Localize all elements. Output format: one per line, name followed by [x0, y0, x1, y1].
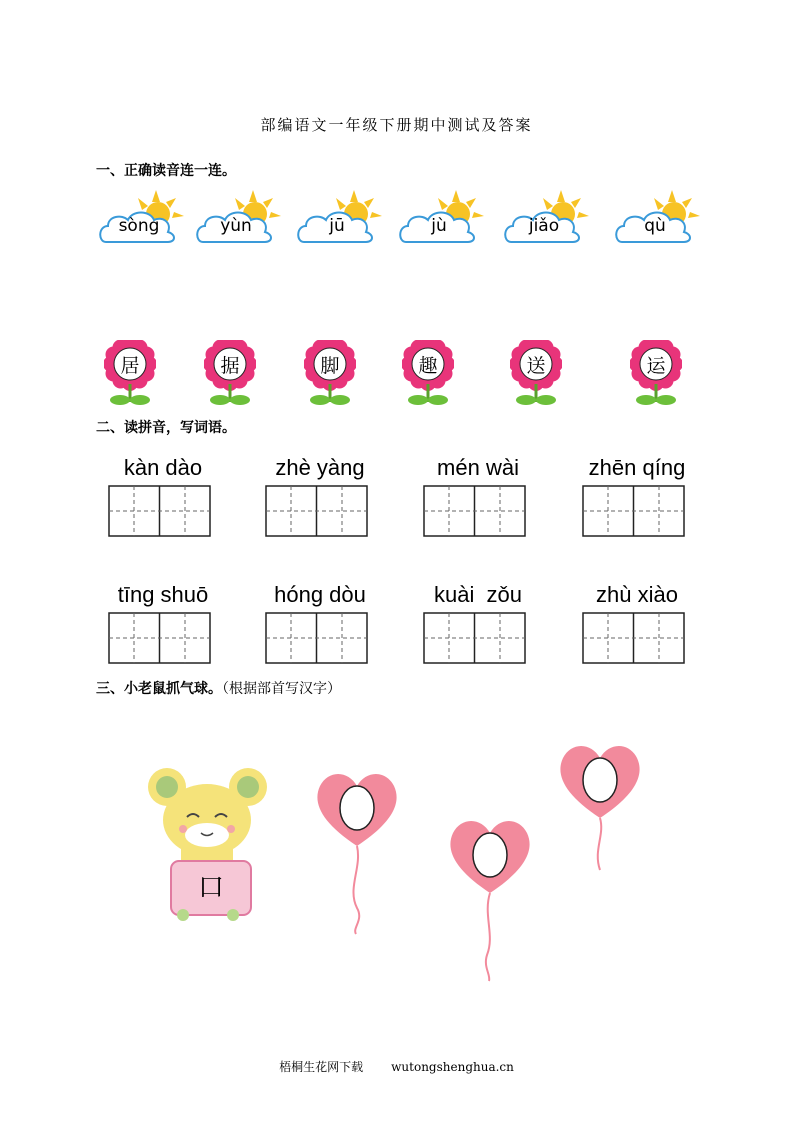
word-pinyin: zhù xiào — [596, 582, 678, 607]
flower-character-label: 脚 — [320, 355, 340, 377]
footer — [0, 1058, 793, 1075]
section-3-heading — [96, 678, 341, 698]
flower-character-1 — [204, 340, 256, 408]
radical-label: 口 — [197, 873, 224, 903]
writing-grid[interactable] — [582, 612, 685, 664]
word-pinyin: kuài zǒu — [433, 582, 523, 607]
cloud-pinyin-label: yùn — [220, 216, 252, 236]
section-2-heading: 二、读拼音，写词语。 — [96, 420, 236, 436]
cloud-pinyin-0 — [98, 188, 188, 248]
flower-character-label: 送 — [526, 355, 546, 377]
flower-character-0 — [104, 340, 156, 408]
writing-grid[interactable] — [108, 612, 211, 664]
flower-character-4 — [510, 340, 562, 408]
writing-grid[interactable] — [265, 612, 368, 664]
cloud-pinyin-5 — [614, 188, 704, 248]
page-title: 部编语文一年级下册期中测试及答案 — [260, 116, 533, 134]
word-pinyin: hóng dòu — [274, 582, 366, 607]
cloud-pinyin-4 — [503, 188, 593, 248]
word-pinyin: mén wài — [437, 455, 519, 480]
flower-character-label: 居 — [120, 355, 140, 377]
flower-character-label: 运 — [646, 355, 666, 377]
writing-grid[interactable] — [265, 485, 368, 537]
writing-grid[interactable] — [423, 485, 526, 537]
flower-character-5 — [630, 340, 682, 408]
balloon-3 — [555, 740, 645, 914]
flower-character-label: 据 — [220, 355, 240, 377]
writing-grid[interactable] — [423, 612, 526, 664]
word-pinyin: zhēn qíng — [588, 455, 686, 480]
flower-character-2 — [304, 340, 356, 408]
cloud-pinyin-label: sòng — [118, 216, 160, 236]
cloud-pinyin-label: jiǎo — [528, 216, 560, 236]
cloud-pinyin-1 — [195, 188, 285, 248]
writing-grid[interactable] — [108, 485, 211, 537]
balloon-2 — [445, 815, 535, 989]
section-1-heading: 一、正确读音连一连。 — [96, 163, 236, 179]
cloud-pinyin-label: jù — [431, 216, 447, 236]
cloud-pinyin-label: qù — [644, 216, 666, 236]
section-3-title: 三、小老鼠抓气球。 — [96, 681, 222, 697]
footer-site-url[interactable]: wutongshenghua.cn — [391, 1060, 514, 1074]
cloud-pinyin-3 — [398, 188, 488, 248]
word-pinyin: kàn dào — [123, 455, 203, 480]
writing-grid[interactable] — [582, 485, 685, 537]
flower-character-label: 趣 — [418, 355, 438, 377]
balloon-1 — [312, 768, 402, 942]
footer-site-name: 梧桐生花网下载 — [279, 1060, 364, 1074]
section-3-note: （根据部首写汉字） — [222, 681, 341, 697]
flower-character-3 — [402, 340, 454, 408]
cloud-pinyin-2 — [296, 188, 386, 248]
cloud-pinyin-label: jū — [329, 216, 345, 236]
word-pinyin: zhè yàng — [275, 455, 365, 480]
word-pinyin: tīng shuō — [117, 582, 209, 607]
mouse-illustration — [145, 765, 270, 925]
